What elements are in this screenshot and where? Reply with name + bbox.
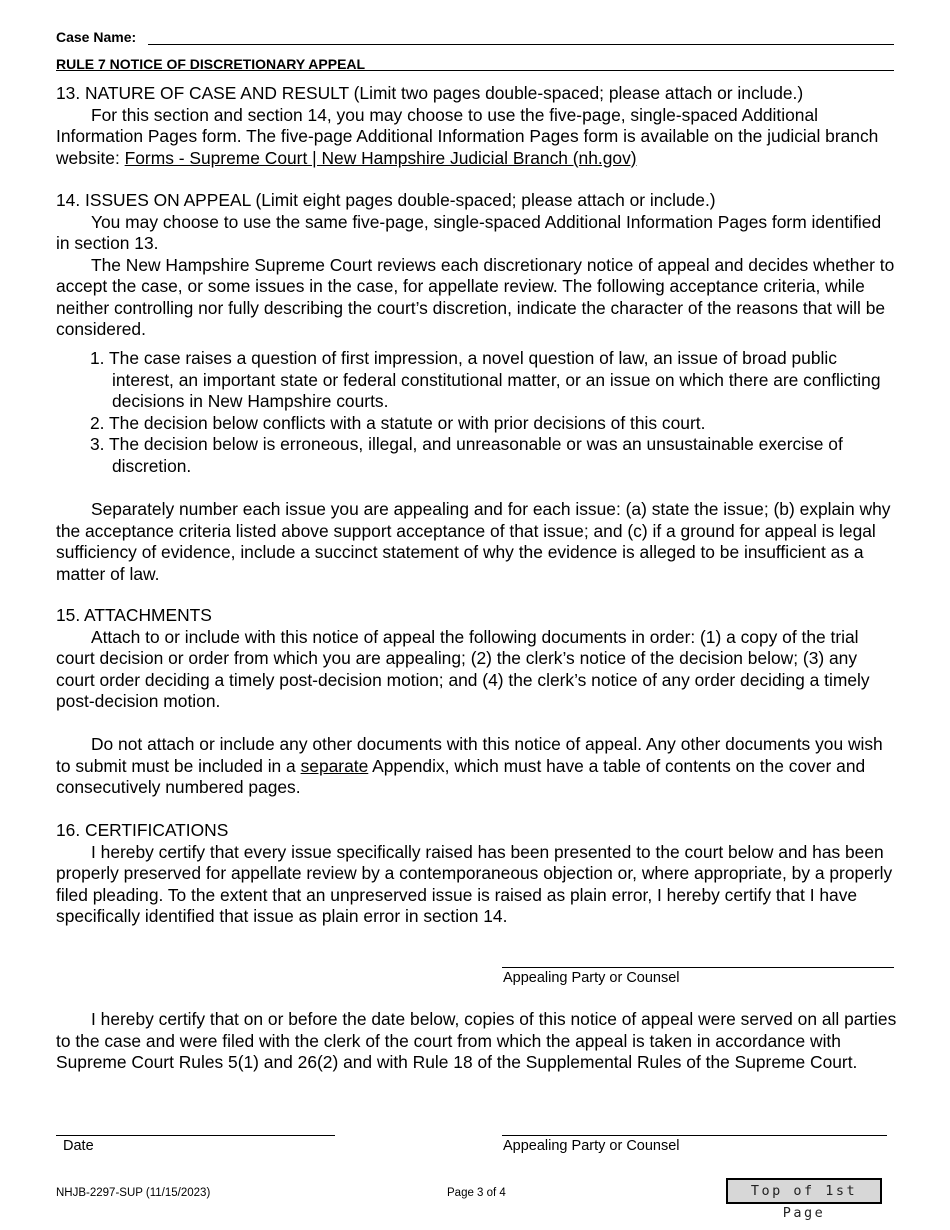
case-name-field[interactable]: [148, 44, 894, 45]
acceptance-criteria-list: [90, 348, 900, 477]
criteria-item: 1. The case raises a question of first impression, a novel question of law, an issue of broad public interest, an important state or federal constitutional matter, or an issue on which there are conflicting decisions in New Hampshire courts.: [90, 348, 881, 411]
signature-label-1: Appealing Party or Counsel: [503, 970, 680, 986]
section-14-paragraph-1: You may choose to use the same five-page, single-spaced Additional Information Pages form identified in section 13.: [56, 211, 882, 253]
section-13-body: [56, 105, 898, 170]
section-15-text-before: Do not attach or include any other documents with this notice of appeal. Any other documents you wish to submit must be included in a: [56, 734, 883, 776]
top-of-first-page-button[interactable]: Top of 1st Page: [726, 1178, 882, 1204]
section-13-text: For this section and section 14, you may choose to use the five-page, single-spaced Additional Information Pages form. The five-page Additional Information Pages form is available on the judicial branch website:: [56, 104, 879, 168]
service-certification: [56, 1009, 898, 1074]
form-id: NHJB-2297-SUP (11/15/2023): [56, 1187, 211, 1199]
page-number: Page 3 of 4: [447, 1187, 506, 1199]
form-title: RULE 7 NOTICE OF DISCRETIONARY APPEAL: [56, 56, 366, 72]
header-divider: [56, 70, 894, 71]
section-14: [56, 190, 898, 341]
section-14-instructions: [56, 499, 898, 585]
section-14-heading: 14. ISSUES ON APPEAL (Limit eight pages double-spaced; please attach or include.): [56, 190, 716, 210]
section-15-paragraph-2: [56, 734, 898, 799]
section-15: [56, 605, 898, 713]
case-name-label: Case Name:: [56, 29, 137, 45]
signature-label-2: Appealing Party or Counsel: [503, 1138, 680, 1154]
section-15-text-after: Appendix, which must have a table of contents on the cover and consecutively numbered pages.: [56, 755, 866, 797]
section-15-paragraph-1: Attach to or include with this notice of appeal the following documents in order: (1) a copy of the trial court decision or order from which you are appealing; (2) the clerk’s notice of the decision below; (3) any court order deciding a timely post-decision motion; and (4) the clerk’s notice of any order deciding a timely post-decision motion.: [56, 626, 870, 711]
section-15-heading: 15. ATTACHMENTS: [56, 605, 212, 625]
date-label: Date: [63, 1138, 94, 1154]
separate-emphasis: separate: [300, 755, 369, 776]
criteria-item: 2. The decision below conflicts with a statute or with prior decisions of this court.: [90, 412, 706, 433]
date-line[interactable]: [56, 1135, 335, 1136]
criteria-item: 3. The decision below is erroneous, illegal, and unreasonable or was an unsustainable exercise of discretion.: [90, 434, 843, 476]
signature-line-1[interactable]: [502, 967, 894, 968]
section-13: [56, 83, 898, 169]
section-16-paragraph-2: I hereby certify that on or before the date below, copies of this notice of appeal were served on all parties to the case and were filed with the clerk of the court from which the appeal is taken in accordance with Supreme Court Rules 5(1) and 26(2) and with Rule 18 of the Supplemental Rules of the Supreme Court.: [56, 1009, 897, 1072]
section-16-heading: 16. CERTIFICATIONS: [56, 820, 229, 840]
forms-link[interactable]: Forms - Supreme Court | New Hampshire Judicial Branch (nh.gov): [124, 147, 637, 168]
section-16-paragraph-1: I hereby certify that every issue specifically raised has been presented to the court below and has been properly preserved for appellate review by a contemporaneous objection or, where appropriate, by a properly filed pleading. To the extent that an unpreserved issue is raised as plain error, I hereby certify that I have specifically identified that issue as plain error in section 14.: [56, 841, 893, 926]
section-16: [56, 820, 898, 928]
section-14-paragraph-3: Separately number each issue you are appealing and for each issue: (a) state the issue; (b) explain why the acceptance criteria listed above support acceptance of that issue; and (c) if a ground for appeal is legal sufficiency of evidence, include a succinct statement of why the evidence is alleged to be insufficient as a matter of law.: [56, 499, 891, 584]
section-13-heading: 13. NATURE OF CASE AND RESULT (Limit two pages double-spaced; please attach or include.): [56, 83, 804, 103]
signature-line-2[interactable]: [502, 1135, 887, 1136]
section-14-paragraph-2: The New Hampshire Supreme Court reviews each discretionary notice of appeal and decides whether to accept the case, or some issues in the case, for appellate review. The following acceptance criteria, while neither controlling nor fully describing the court’s discretion, indicate the character of the reasons that will be considered.: [56, 254, 895, 339]
